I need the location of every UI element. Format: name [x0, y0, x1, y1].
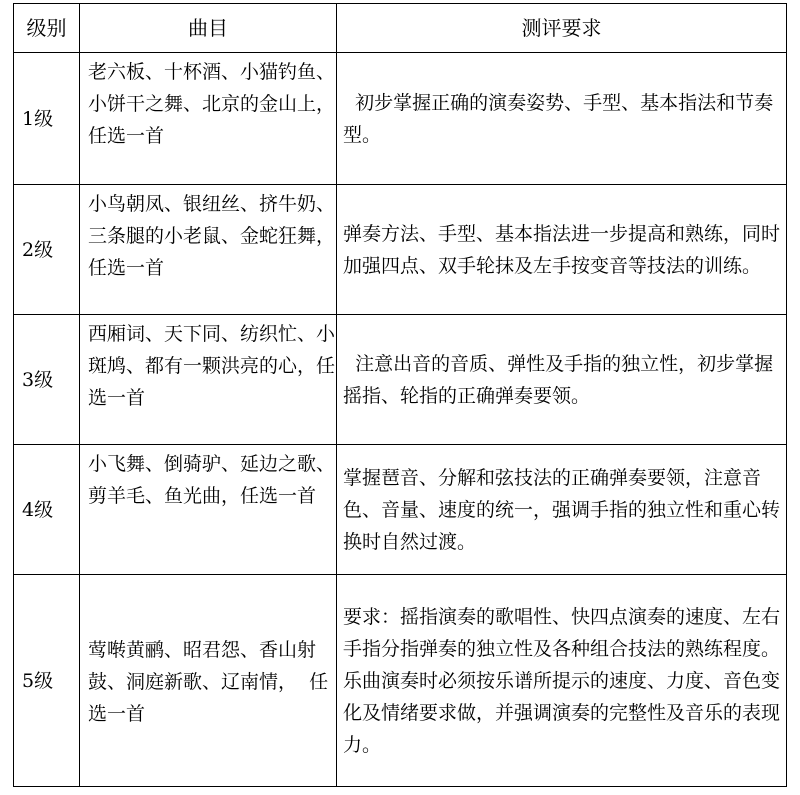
- table-row: [14, 53, 787, 185]
- table-row: [14, 445, 787, 575]
- songs-cell: 小鸟朝凤、银纽丝、挤牛奶、三条腿的小老鼠、金蛇狂舞，任选一首: [80, 185, 337, 315]
- table-row: [14, 315, 787, 445]
- songs-cell: 莺啭黄鹂、昭君怨、香山射鼓、洞庭新歌、辽南情， 任选一首: [80, 575, 337, 787]
- header-requirements: 测评要求: [337, 4, 787, 53]
- requirements-cell: 初步掌握正确的演奏姿势、手型、基本指法和节奏型。: [337, 53, 787, 185]
- requirements-cell: 掌握琶音、分解和弦技法的正确弹奏要领，注意音色、音量、速度的统一，强调手指的独立性和重心转换时自然过渡。: [337, 445, 787, 575]
- requirements-cell: 要求：摇指演奏的歌唱性、快四点演奏的速度、左右手指分指弹奏的独立性及各种组合技法的熟练程度。乐曲演奏时必须按乐谱所提示的速度、力度、音色变化及情绪要求做，并强调演奏的完整性及音乐的表现力。: [337, 575, 787, 787]
- level-cell: 2级: [14, 185, 80, 315]
- table-row: [14, 185, 787, 315]
- level-cell: 5级: [14, 575, 80, 787]
- level-cell: 1级: [14, 53, 80, 185]
- requirements-cell: 注意出音的音质、弹性及手指的独立性，初步掌握摇指、轮指的正确弹奏要领。: [337, 315, 787, 445]
- songs-cell: 老六板、十杯酒、小猫钓鱼、小饼干之舞、北京的金山上，任选一首: [80, 53, 337, 185]
- level-cell: 4级: [14, 445, 80, 575]
- level-cell: 3级: [14, 315, 80, 445]
- exam-requirements-table: [13, 3, 787, 787]
- header-level: 级别: [14, 4, 80, 53]
- header-row: [14, 4, 787, 53]
- songs-cell: 小飞舞、倒骑驴、延边之歌、剪羊毛、鱼光曲，任选一首: [80, 445, 337, 575]
- songs-cell: 西厢词、天下同、纺织忙、小斑鸠、都有一颗洪亮的心，任选一首: [80, 315, 337, 445]
- requirements-cell: 弹奏方法、手型、基本指法进一步提高和熟练，同时加强四点、双手轮抹及左手按变音等技法的训练。: [337, 185, 787, 315]
- header-songs: 曲目: [80, 4, 337, 53]
- table-row: [14, 575, 787, 787]
